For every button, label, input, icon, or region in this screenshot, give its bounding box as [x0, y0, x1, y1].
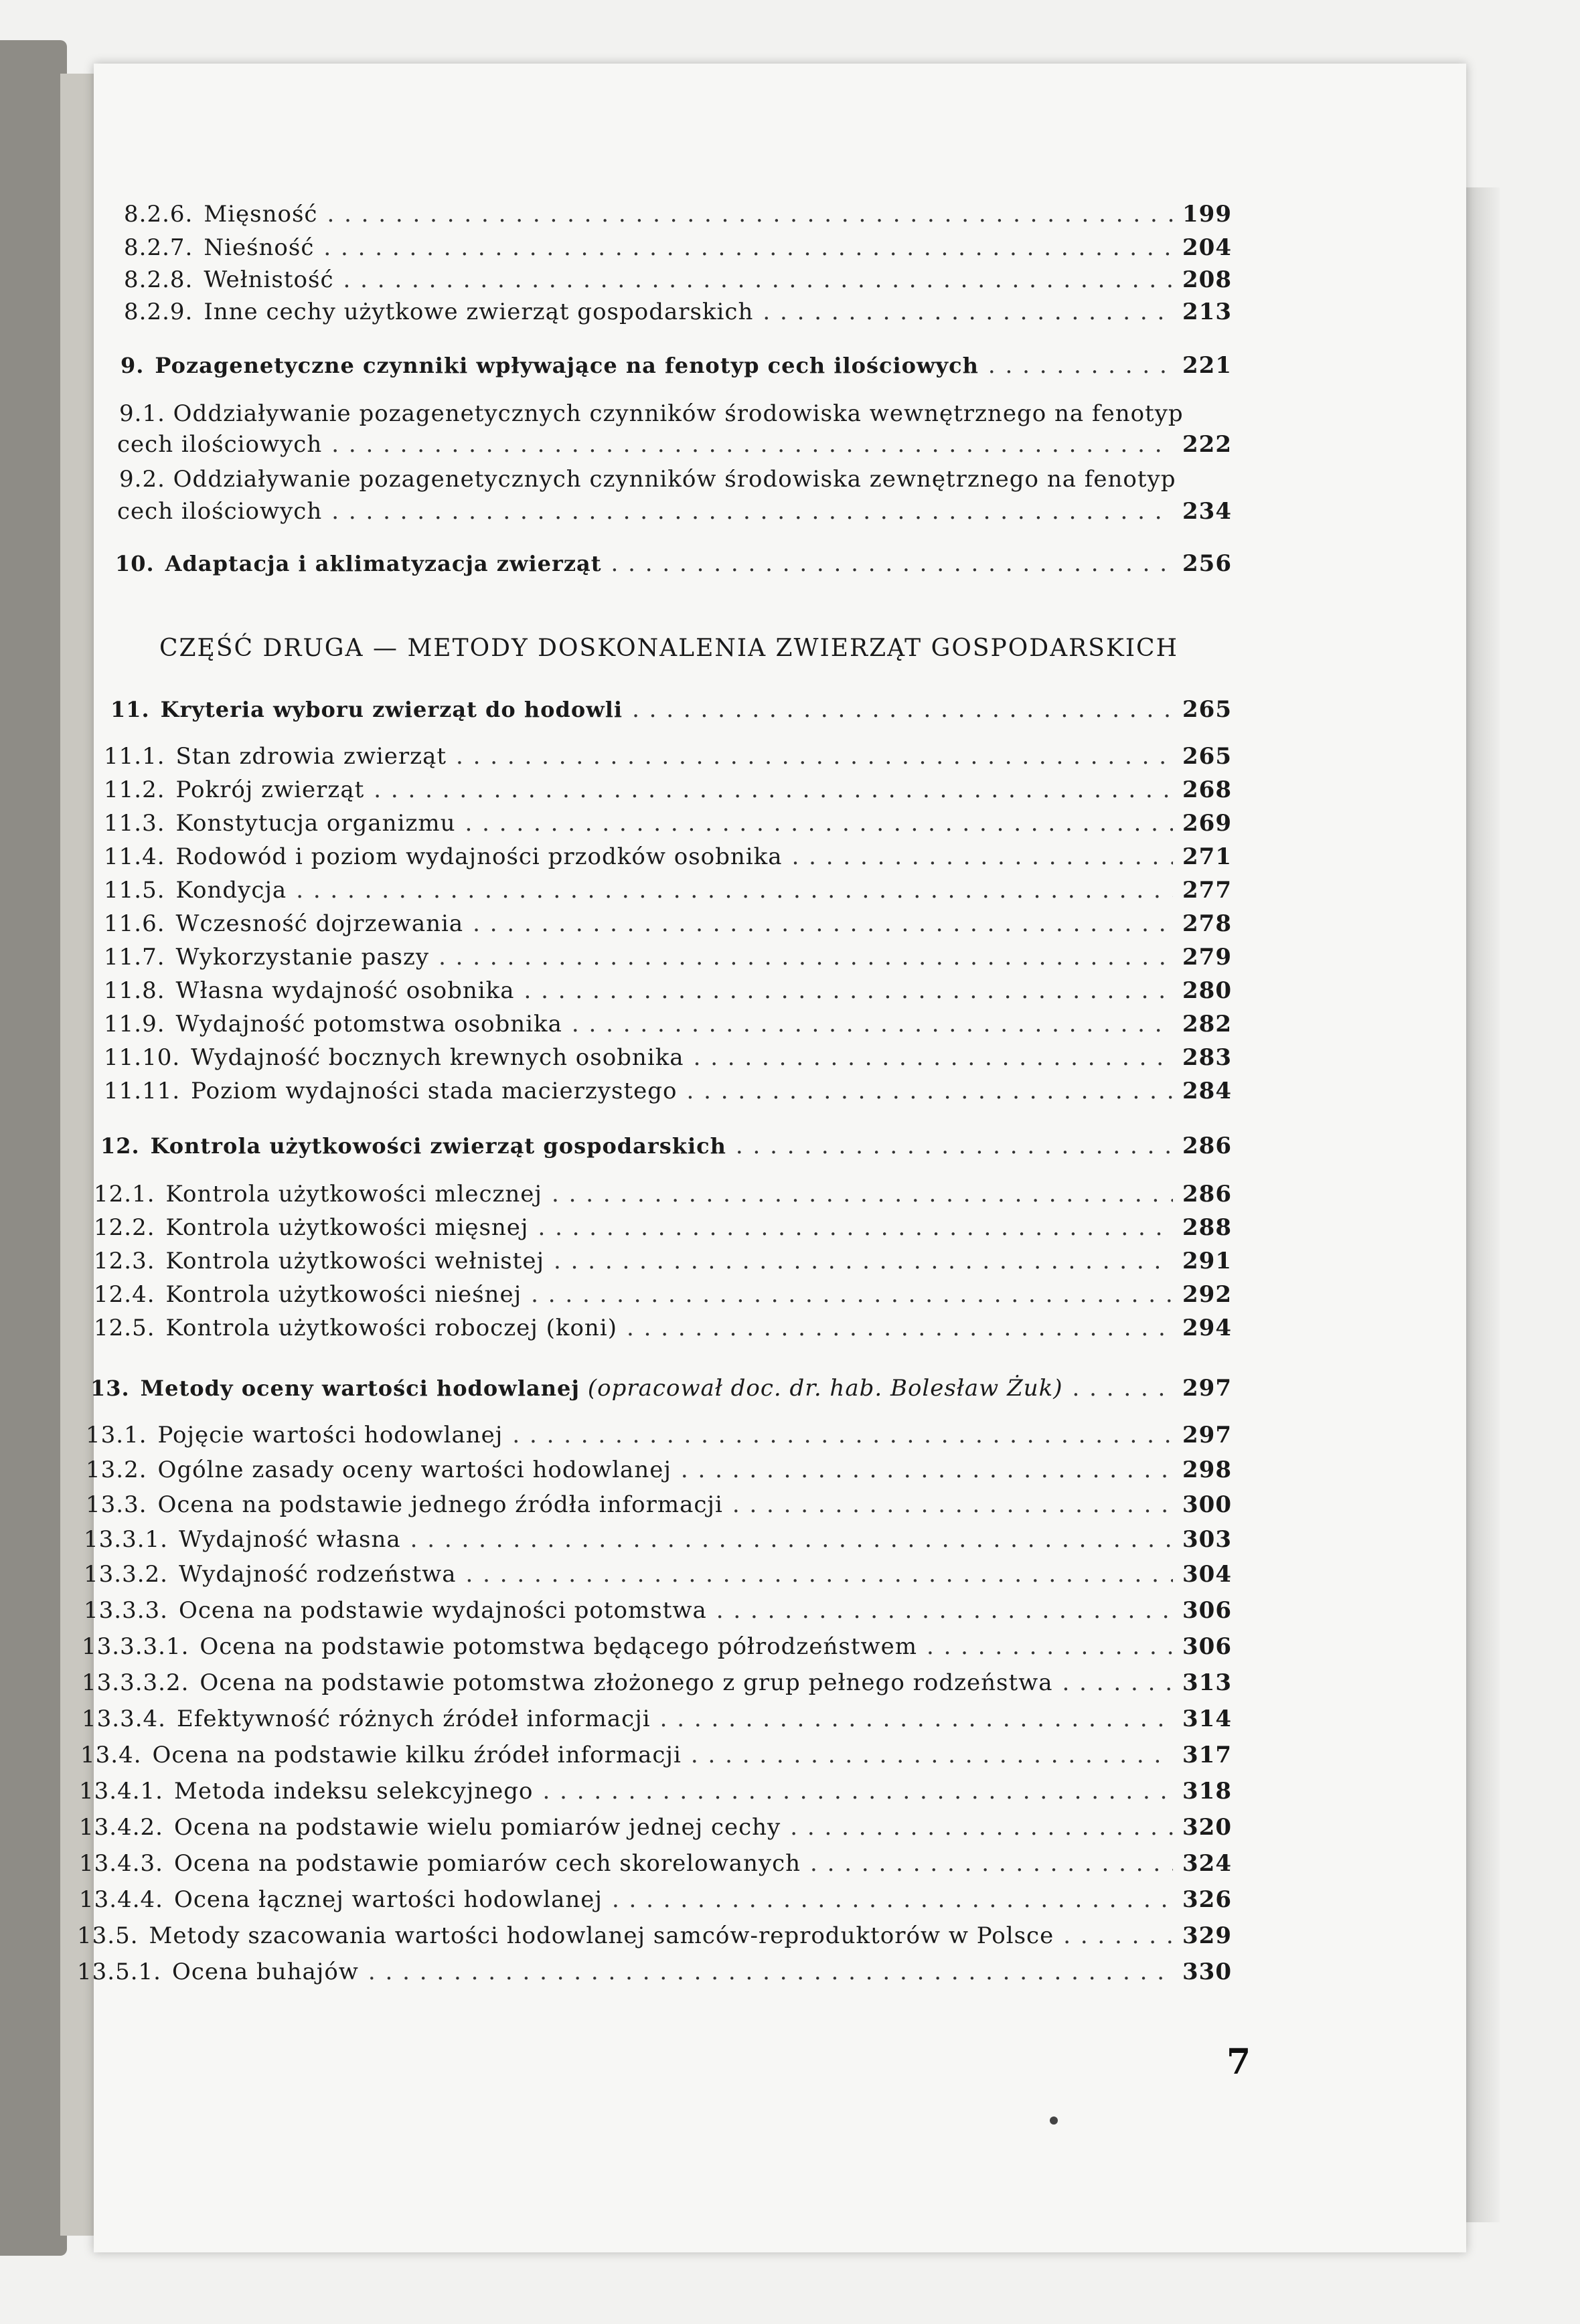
toc-entry-9-2-line2: cech ilościowych . . . 234	[117, 498, 1232, 525]
toc-chapter-12: 12. Kontrola użytkowości zwierząt gospodarskich . . . 286	[100, 1133, 1232, 1159]
toc-entry: 13.2. Ogólne zasady oceny wartości hodowlanej . . . 298	[86, 1457, 1232, 1483]
toc-entry: 13.3.3. Ocena na podstawie wydajności potomstwa . . . 306	[84, 1597, 1232, 1624]
toc-entry: 13.5. Metody szacowania wartości hodowlanej samców-reproduktorów w Polsce . . . 329	[77, 1922, 1232, 1949]
book-cover-edge	[0, 40, 67, 2256]
toc-entry: 12.4. Kontrola użytkowości nieśnej . . . 292	[94, 1281, 1232, 1308]
toc-entry: 13.3.2. Wydajność rodzeństwa . . . 304	[84, 1561, 1232, 1588]
toc-entry: 13.4.1. Metoda indeksu selekcyjnego . . . 318	[79, 1778, 1232, 1805]
toc-entry: 11.5. Kondycja . . . 277	[104, 877, 1232, 904]
toc-entry: 11.2. Pokrój zwierząt . . . 268	[104, 776, 1232, 803]
toc-entry: 12.2. Kontrola użytkowości mięsnej . . . 288	[94, 1214, 1232, 1241]
toc-chapter-11: 11. Kryteria wyboru zwierząt do hodowli . . . 265	[110, 696, 1232, 723]
toc-entry: 12.5. Kontrola użytkowości roboczej (koni) . . . 294	[94, 1315, 1232, 1341]
part-heading: CZĘŚĆ DRUGA — METODY DOSKONALENIA ZWIERZĄT GOSPODARSKICH	[159, 635, 1178, 662]
toc-entry: 13.4.4. Ocena łącznej wartości hodowlanej . . . 326	[79, 1886, 1232, 1913]
next-page-shadow	[1466, 187, 1500, 2222]
toc-chapter-9: 9. Pozagenetyczne czynniki wpływające na fenotyp cech ilościowych . . . 221	[121, 352, 1232, 379]
toc-entry: 8.2.7. Nieśność . . . 204	[124, 234, 1232, 261]
toc-entry: 11.10. Wydajność bocznych krewnych osobnika . . . 283	[104, 1044, 1232, 1071]
toc-entry: 13.3. Ocena na podstawie jednego źródła informacji . . . 300	[86, 1491, 1232, 1518]
ink-dot	[1050, 2116, 1058, 2125]
toc-entry: 13.3.4. Efektywność różnych źródeł informacji . . . 314	[82, 1706, 1232, 1732]
page-number: 7	[1227, 2042, 1251, 2082]
toc-entry: 13.3.1. Wydajność własna . . . 303	[84, 1526, 1232, 1553]
toc-entry: 13.4. Ocena na podstawie kilku źródeł informacji . . . 317	[80, 1742, 1232, 1768]
toc-entry: 11.9. Wydajność potomstwa osobnika . . . 282	[104, 1011, 1232, 1038]
toc-entry: 13.4.2. Ocena na podstawie wielu pomiarów jednej cechy . . . 320	[79, 1814, 1232, 1841]
toc-entry: 8.2.9. Inne cechy użytkowe zwierząt gospodarskich . . . 213	[124, 299, 1232, 325]
toc-entry: 11.4. Rodowód i poziom wydajności przodków osobnika . . . 271	[104, 843, 1232, 870]
toc-entry-9-1-line1: 9.1. Oddziaływanie pozagenetycznych czynników środowiska wewnętrznego na fenotyp	[119, 400, 1184, 427]
toc-entry: 8.2.8. Wełnistość . . . 208	[124, 266, 1232, 293]
toc-entry: 12.3. Kontrola użytkowości wełnistej . . . 291	[94, 1248, 1232, 1274]
toc-entry: 11.1. Stan zdrowia zwierząt . . . 265	[104, 743, 1232, 770]
toc-chapter-13: 13. Metody oceny wartości hodowlanej (opracował doc. dr. hab. Bolesław Żuk) . . . 297	[90, 1375, 1232, 1402]
toc-entry-9-1-line2: cech ilościowych . . . 222	[117, 431, 1232, 458]
toc-entry-9-2-line1: 9.2. Oddziaływanie pozagenetycznych czynników środowiska zewnętrznego na fenotyp	[119, 466, 1176, 493]
toc-entry: 13.3.3.1. Ocena na podstawie potomstwa będącego półrodzeństwem . . . 306	[82, 1633, 1232, 1660]
toc-entry: 11.3. Konstytucja organizmu . . . 269	[104, 810, 1232, 837]
toc-entry: 8.2.6. Mięsność . . . 199	[124, 201, 1232, 228]
toc-entry: 13.1. Pojęcie wartości hodowlanej . . . 297	[86, 1422, 1232, 1448]
toc-entry: 11.6. Wczesność dojrzewania . . . 278	[104, 910, 1232, 937]
toc-entry: 13.4.3. Ocena na podstawie pomiarów cech skorelowanych . . . 324	[79, 1850, 1232, 1877]
toc-chapter-10: 10. Adaptacja i aklimatyzacja zwierząt . . . 256	[115, 550, 1232, 577]
toc-entry: 11.8. Własna wydajność osobnika . . . 280	[104, 977, 1232, 1004]
toc-entry: 13.3.3.2. Ocena na podstawie potomstwa złożonego z grup pełnego rodzeństwa . . . 313	[82, 1669, 1232, 1696]
toc-entry: 13.5.1. Ocena buhajów . . . 330	[77, 1959, 1232, 1985]
toc-entry: 12.1. Kontrola użytkowości mlecznej . . . 286	[94, 1181, 1232, 1208]
toc-entry: 11.11. Poziom wydajności stada macierzystego . . . 284	[104, 1078, 1232, 1104]
toc-entry: 11.7. Wykorzystanie paszy . . . 279	[104, 944, 1232, 971]
